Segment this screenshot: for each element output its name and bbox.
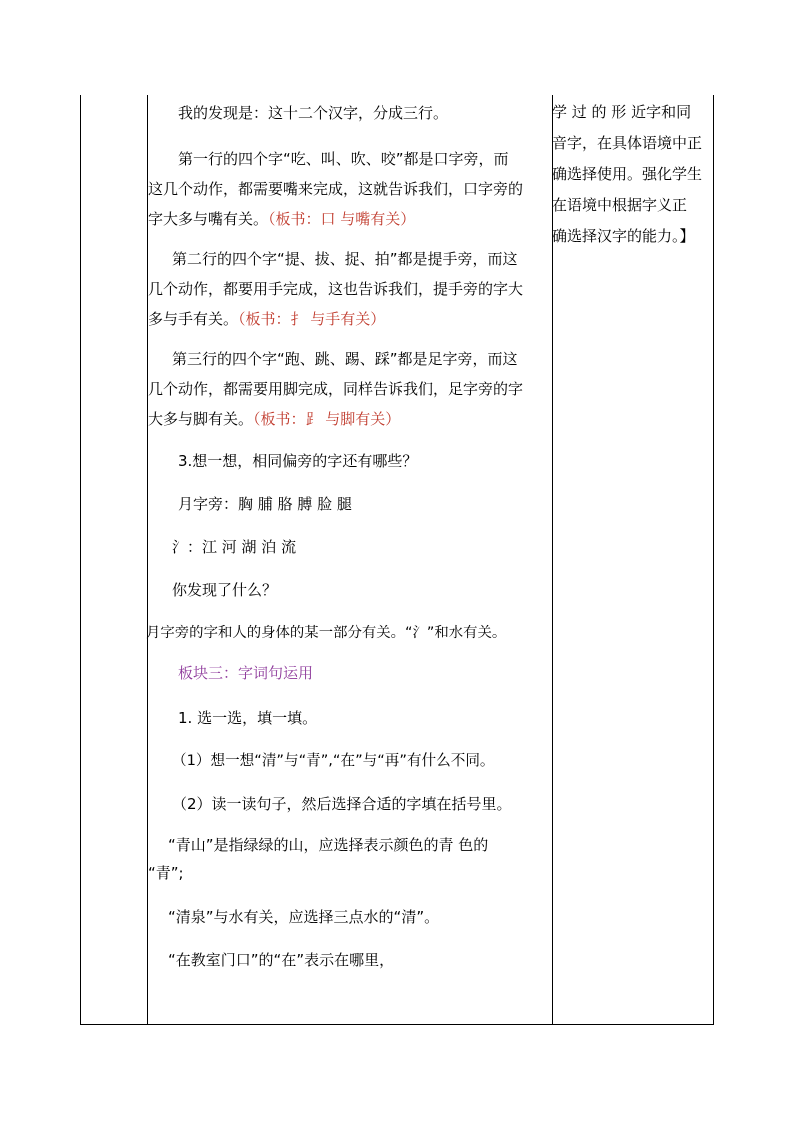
qingshan-line-1: “青山”是指绿绿的山，应选择表示颜色的青 色的 <box>168 836 489 854</box>
objective-line-5: 确选择汉字的能力。】 <box>552 227 695 245</box>
board-note-hand: （板书：扌 与手有关） <box>238 310 386 328</box>
task-1: 1. 选一选，填一填。 <box>178 709 318 727</box>
row3-line-1: 第三行的四个字“跑、跳、踢、踩”都是足字旁，而这 <box>172 350 518 368</box>
table-border-left <box>80 95 81 1025</box>
task-1-2: （2）读一读句子，然后选择合适的字填在括号里。 <box>172 795 512 813</box>
objective-line-2: 音字，在具体语境中正 <box>552 134 703 152</box>
section-3-heading: 板块三：字词句运用 <box>178 664 314 682</box>
qingshan-line-2: “青”; <box>148 864 184 882</box>
row3-line-3 <box>148 406 400 432</box>
shui-radical-words: 氵：江 河 湖 泊 流 <box>172 538 297 556</box>
table-border-bottom <box>80 1024 714 1025</box>
row3-text: 大多与脚有关。 <box>148 410 254 428</box>
board-note-mouth: （板书：口 与嘴有关） <box>268 210 416 228</box>
board-note-foot: （板书：⻊ 与脚有关） <box>253 410 401 428</box>
row2-line-3 <box>148 306 385 332</box>
row1-line-3 <box>148 206 415 232</box>
zai-line: “在教室门口”的“在”表示在哪里， <box>168 951 395 969</box>
objective-line-1: 学 过 的 形 近字和同 <box>552 103 692 121</box>
row1-line-1: 第一行的四个字“吃、叫、吹、咬”都是口字旁，而 <box>178 150 509 168</box>
objective-line-4: 在语境中根据字义正 <box>552 196 688 214</box>
row1-text: 字大多与嘴有关。 <box>148 210 269 228</box>
table-border-right <box>713 95 714 1025</box>
row2-text: 多与手有关。 <box>148 310 239 328</box>
qingquan-line: “清泉”与水有关，应选择三点水的“清”。 <box>168 908 440 926</box>
discovery-text: 我的发现是：这十二个汉字，分成三行。 <box>178 104 449 122</box>
objective-cell <box>552 97 712 252</box>
question-3: 3.想一想，相同偏旁的字还有哪些？ <box>178 452 418 470</box>
row1-line-2: 这几个动作，都需要嘴来完成，这就告诉我们，口字旁的 <box>148 180 524 198</box>
row2-line-1: 第二行的四个字“提、拔、捉、拍”都是提手旁，而这 <box>172 250 518 268</box>
yue-radical-words: 月字旁：胸 脯 胳 膊 脸 腿 <box>178 495 352 513</box>
task-1-1: （1）想一想“清”与“青”,“在”与“再”有什么不同。 <box>172 752 495 769</box>
objective-line-3: 确选择使用。强化学生 <box>552 165 703 183</box>
discovery-question: 你发现了什么？ <box>172 581 278 599</box>
row3-line-2: 几个动作，都需要用脚完成，同样告诉我们，足字旁的字 <box>148 380 524 398</box>
row2-line-2: 几个动作，都要用手完成，这也告诉我们，提手旁的字大 <box>148 280 524 298</box>
radical-conclusion: 月字旁的字和人的身体的某一部分有关。“氵”和水有关。 <box>146 625 507 641</box>
